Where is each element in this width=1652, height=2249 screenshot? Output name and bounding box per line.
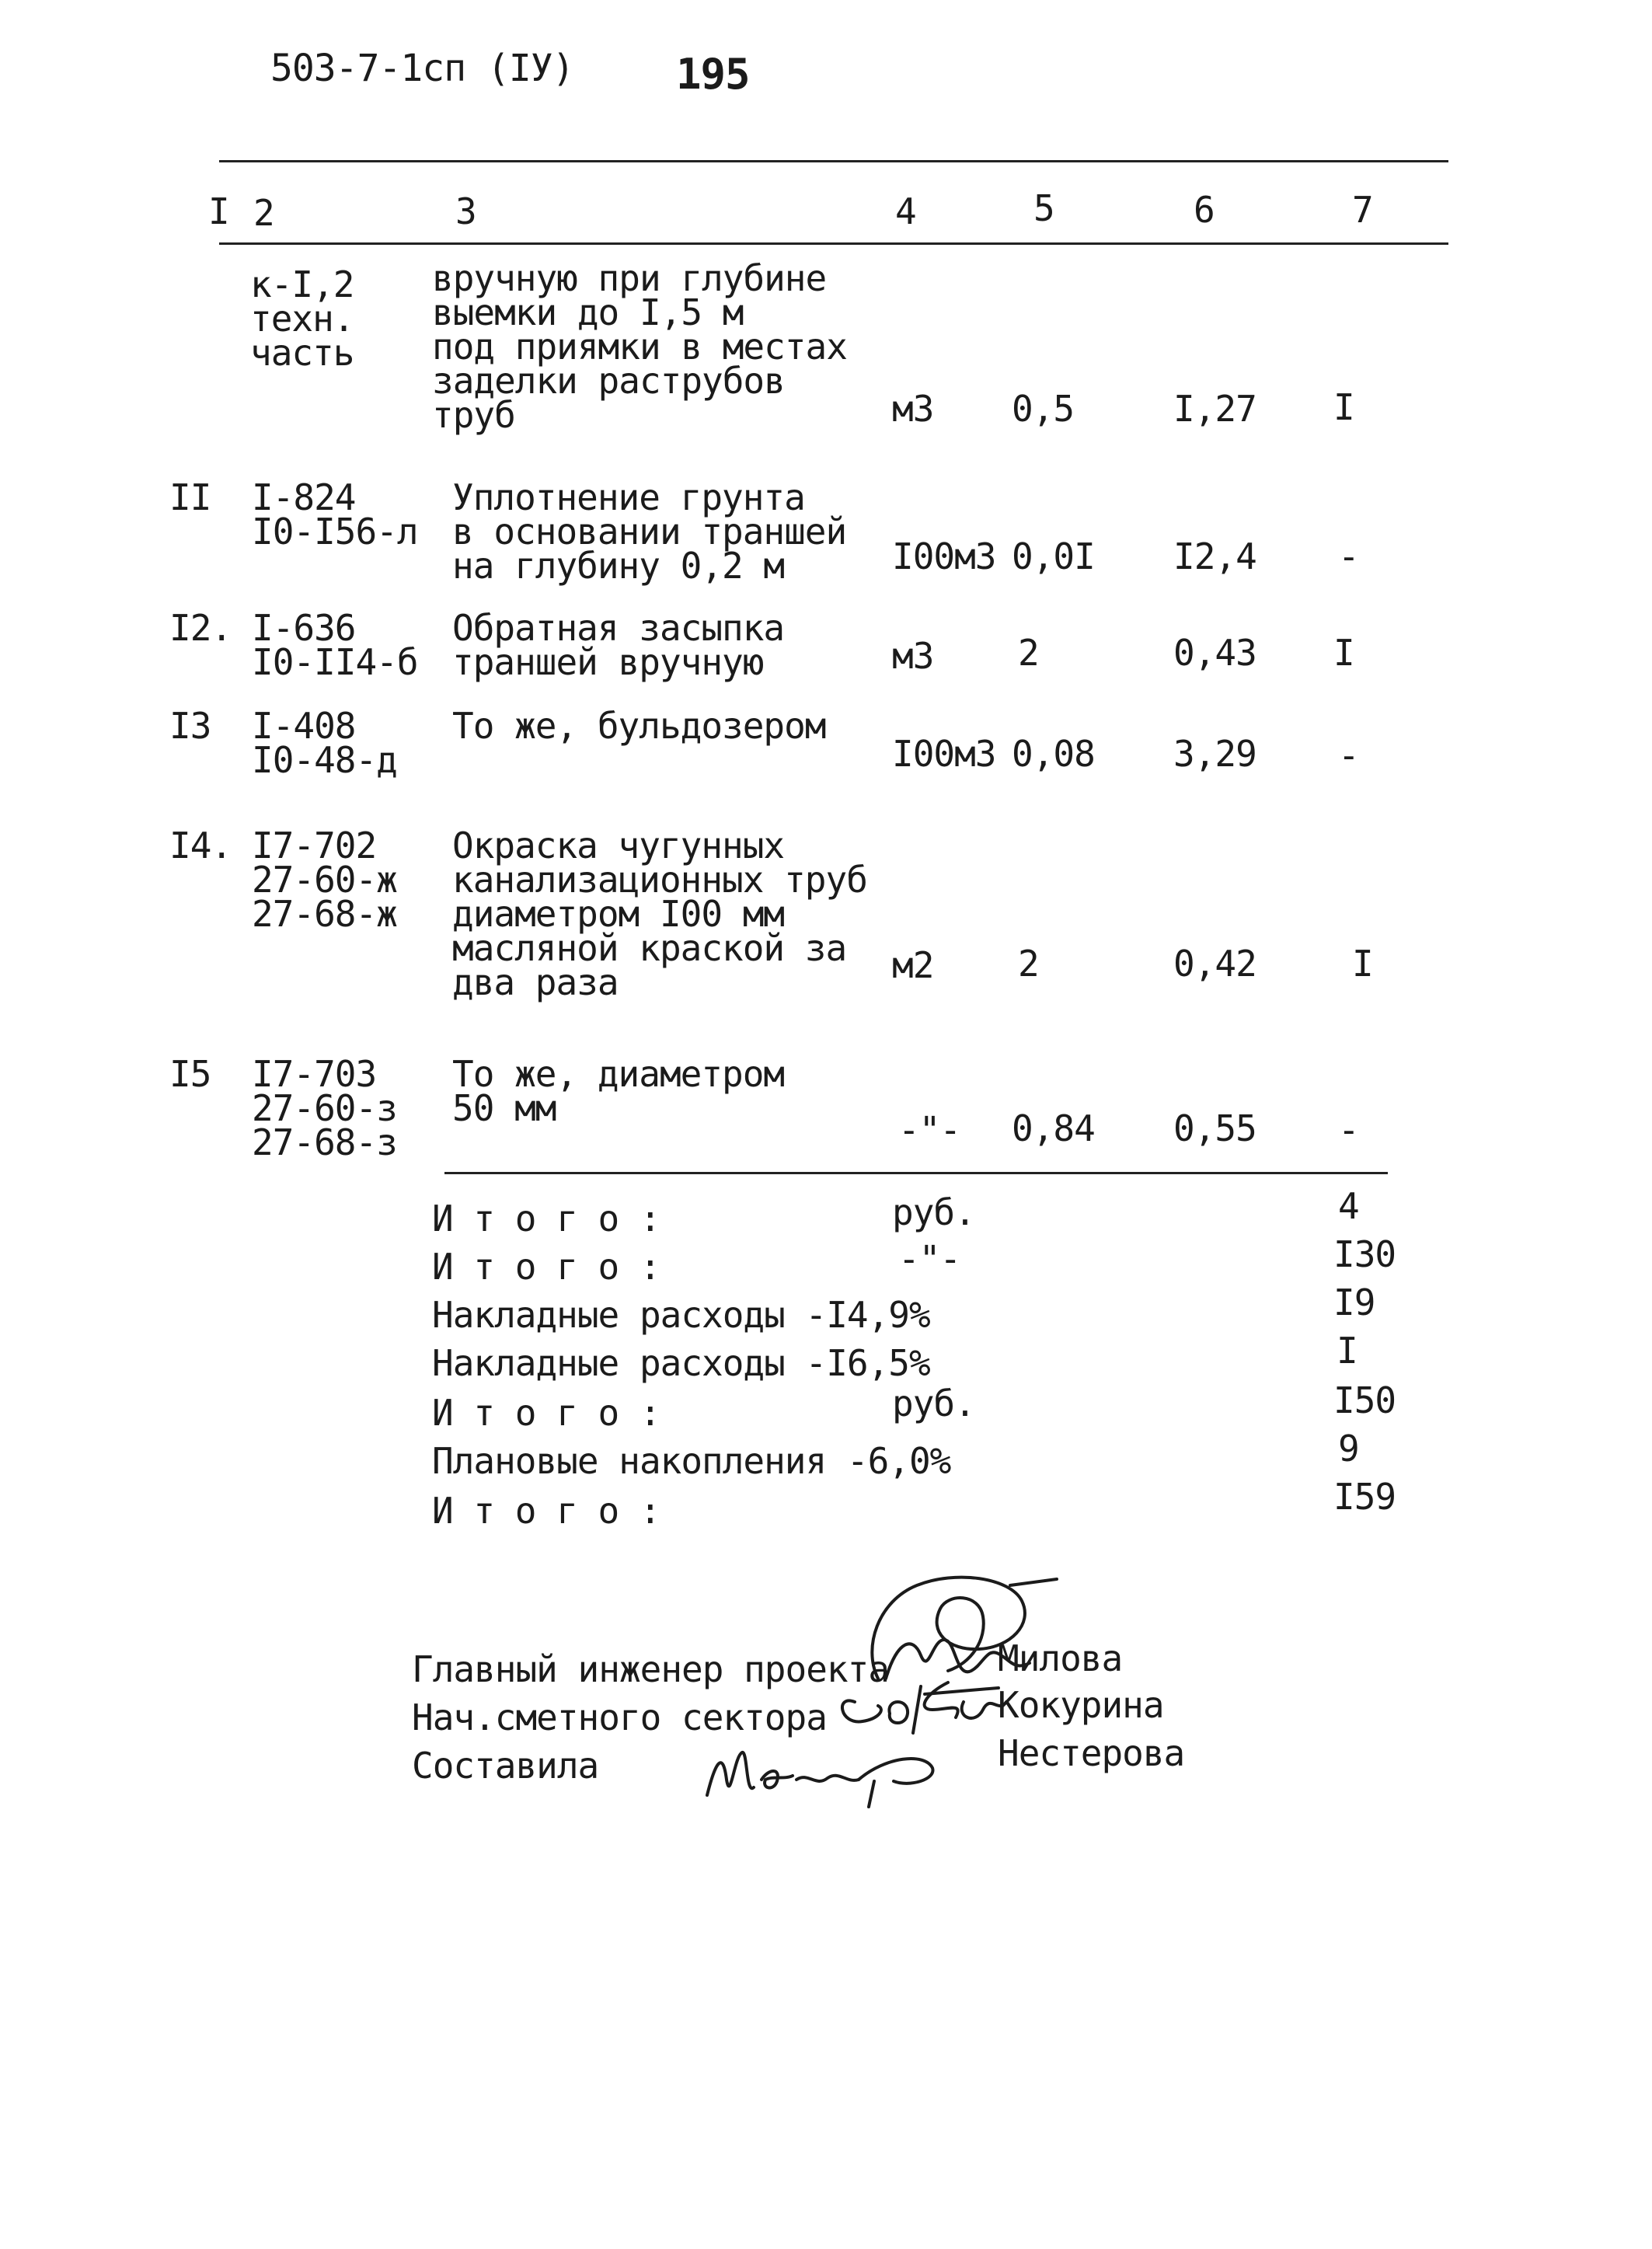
row-unit: I00м3 bbox=[892, 535, 996, 577]
total-label: И т о г о : bbox=[432, 1246, 660, 1288]
col-header-4: 4 bbox=[895, 190, 916, 232]
row-price: I,27 bbox=[1173, 388, 1256, 430]
totals-rule bbox=[444, 1172, 1388, 1174]
row-unit: -"- bbox=[898, 1109, 961, 1151]
total-label: Накладные расходы -I4,9% bbox=[432, 1294, 930, 1336]
row-code: I-824 I0-I56-л bbox=[252, 476, 418, 553]
row-col7: I bbox=[1352, 943, 1373, 985]
row-description: Обратная засыпка траншей вручную bbox=[452, 607, 785, 683]
col-header-2: 2 bbox=[253, 192, 274, 234]
total-label: И т о г о : bbox=[432, 1490, 660, 1532]
row-quantity: 0,84 bbox=[1012, 1107, 1095, 1149]
row-description: Окраска чугунных канализационных труб диаметром I00 мм масляной краской за два раза bbox=[452, 825, 867, 1003]
row-code: I7-702 27-60-ж 27-68-ж bbox=[252, 825, 397, 935]
signer-name: Нестерова bbox=[998, 1732, 1185, 1774]
row-quantity: 2 bbox=[1018, 943, 1039, 985]
row-number: I3 bbox=[169, 705, 211, 747]
signer-name: Кокурина bbox=[998, 1684, 1164, 1726]
row-unit: I00м3 bbox=[892, 733, 996, 775]
row-col7: I bbox=[1333, 386, 1354, 428]
total-label: Плановые накопления -6,0% bbox=[432, 1440, 951, 1482]
total-label: И т о г о : bbox=[432, 1392, 660, 1434]
signer-role: Составила bbox=[412, 1745, 599, 1787]
signer-role: Главный инженер проекта bbox=[412, 1648, 889, 1690]
row-col7: I bbox=[1333, 632, 1354, 674]
row-price: 0,55 bbox=[1173, 1107, 1256, 1149]
total-unit: -"- bbox=[898, 1238, 961, 1280]
col-header-7: 7 bbox=[1352, 189, 1373, 231]
table-header-rule bbox=[219, 242, 1448, 245]
total-unit: руб. bbox=[892, 1191, 975, 1233]
total-label: Накладные расходы -I6,5% bbox=[432, 1342, 930, 1384]
row-unit: м3 bbox=[892, 635, 934, 677]
row-col7: - bbox=[1338, 1109, 1359, 1151]
row-quantity: 0,0I bbox=[1012, 535, 1095, 577]
total-label: И т о г о : bbox=[432, 1198, 660, 1240]
signature-kokurina bbox=[831, 1671, 1010, 1741]
row-description: То же, бульдозером bbox=[452, 705, 826, 747]
row-description: вручную при глубине выемки до I,5 м под приямки в местах заделки раструбов труб bbox=[432, 257, 847, 436]
row-number: II bbox=[169, 476, 211, 518]
col-header-5: 5 bbox=[1033, 187, 1054, 229]
row-col7: - bbox=[1338, 734, 1359, 776]
row-price: 0,42 bbox=[1173, 943, 1256, 985]
col-header-3: 3 bbox=[455, 190, 476, 232]
row-col7: - bbox=[1338, 535, 1359, 577]
total-value: 9 bbox=[1338, 1428, 1359, 1470]
page-number: 195 bbox=[676, 50, 750, 99]
col-header-1: I bbox=[208, 190, 229, 232]
row-code: I-408 I0-48-д bbox=[252, 705, 397, 781]
signer-name: Милова bbox=[998, 1637, 1123, 1679]
row-unit: м2 bbox=[892, 944, 934, 986]
row-quantity: 2 bbox=[1018, 632, 1039, 674]
row-price: I2,4 bbox=[1173, 535, 1256, 577]
row-unit: м3 bbox=[892, 388, 934, 430]
total-value: I59 bbox=[1333, 1476, 1396, 1518]
signer-role: Нач.сметного сектора bbox=[412, 1696, 827, 1738]
row-code: I-636 I0-II4-б bbox=[252, 607, 418, 683]
total-value: I bbox=[1337, 1330, 1357, 1372]
table-top-rule bbox=[219, 160, 1448, 162]
total-value: 4 bbox=[1338, 1185, 1359, 1227]
row-price: 3,29 bbox=[1173, 733, 1256, 775]
row-code: к-I,2 техн. часть bbox=[250, 263, 354, 374]
total-unit: руб. bbox=[892, 1383, 975, 1424]
row-quantity: 0,5 bbox=[1012, 388, 1075, 430]
row-quantity: 0,08 bbox=[1012, 733, 1095, 775]
total-value: I30 bbox=[1333, 1233, 1396, 1275]
row-description: То же, диаметром 50 мм bbox=[452, 1053, 785, 1129]
document-code: 503-7-1сп (IУ) bbox=[270, 47, 574, 90]
row-price: 0,43 bbox=[1173, 632, 1256, 674]
row-code: I7-703 27-60-з 27-68-з bbox=[252, 1053, 397, 1163]
row-number: I5 bbox=[169, 1053, 211, 1095]
signature-nesterova bbox=[699, 1733, 948, 1811]
total-value: I50 bbox=[1333, 1379, 1396, 1421]
row-number: I4. bbox=[169, 825, 232, 866]
row-description: Уплотнение грунта в основании траншей на глубину 0,2 м bbox=[452, 476, 847, 587]
col-header-6: 6 bbox=[1194, 189, 1215, 231]
row-number: I2. bbox=[169, 607, 232, 649]
total-value: I9 bbox=[1333, 1281, 1375, 1323]
